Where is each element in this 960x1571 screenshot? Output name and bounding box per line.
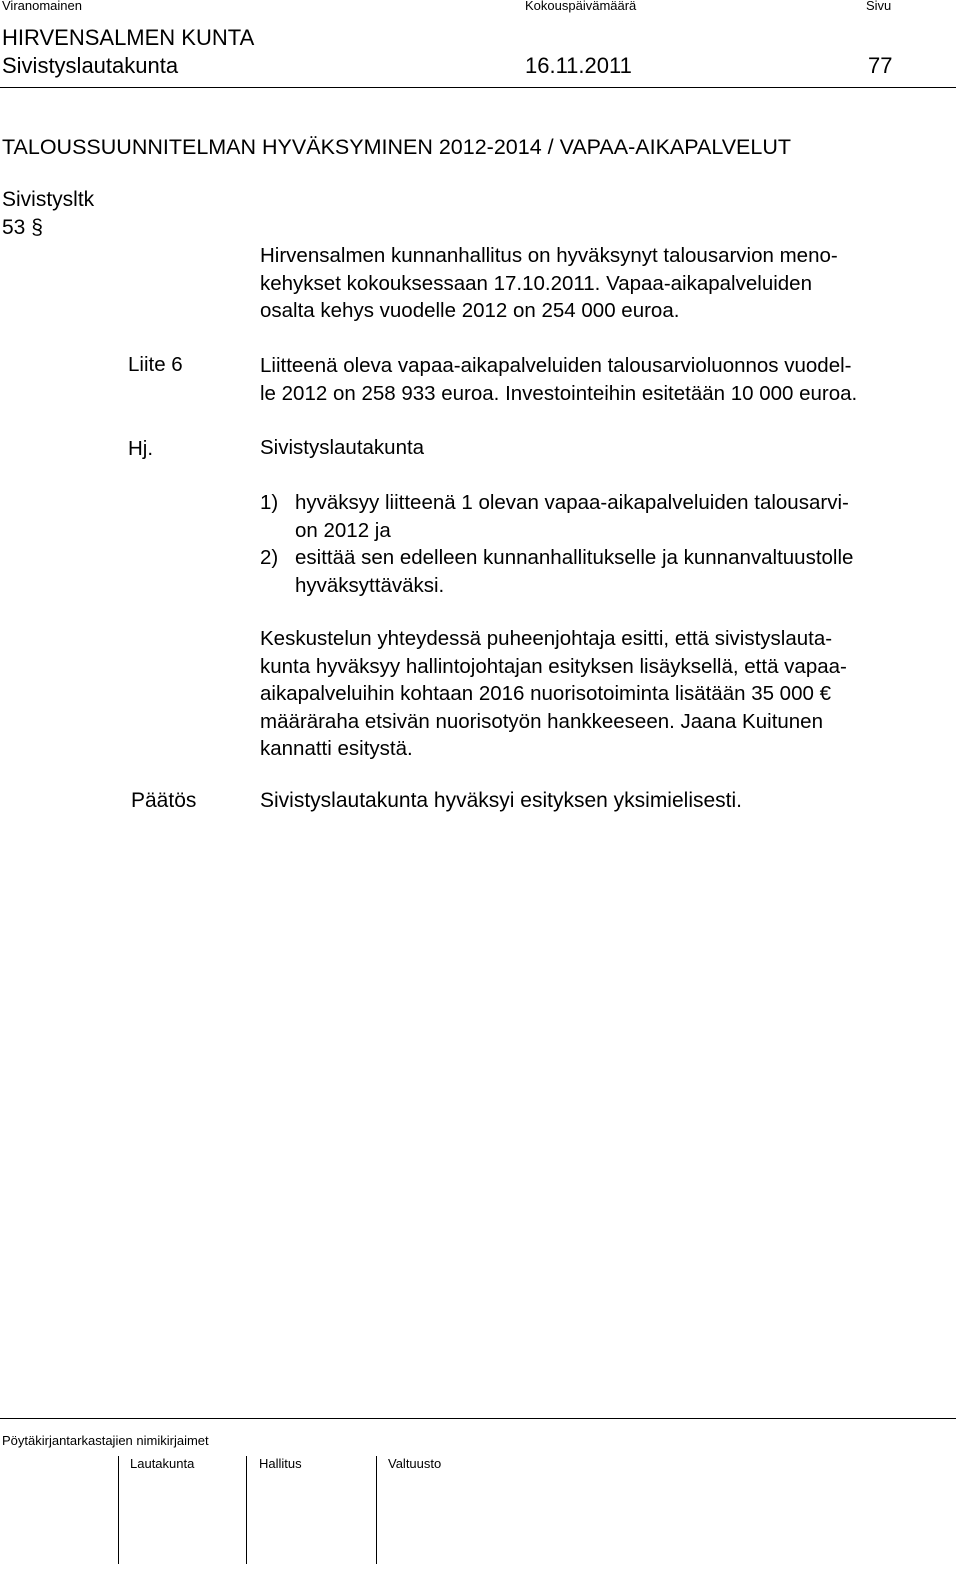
text-line: Liitteenä oleva vapaa-aikapalveluiden talousarvioluonnos vuodel-	[260, 354, 852, 377]
attachment-paragraph	[260, 352, 857, 407]
decision-label: Päätös	[131, 789, 197, 812]
footer-government-label: Hallitus	[259, 1456, 302, 1471]
municipality-name: HIRVENSALMEN KUNTA	[2, 25, 255, 50]
text-line: hyväksyttäväksi.	[295, 573, 445, 597]
intro-paragraph	[260, 242, 838, 325]
list-item	[260, 489, 853, 544]
footer-council-label: Valtuusto	[388, 1456, 442, 1471]
header-divider	[0, 87, 956, 88]
footer-divider	[0, 1418, 956, 1419]
text-line: on 2012 ja	[295, 518, 391, 542]
proposal-label: Hj.	[128, 437, 154, 460]
committee-name: Sivistyslautakunta	[2, 53, 179, 78]
proposal-list	[260, 489, 853, 599]
proposer-name: Sivistyslautakunta	[260, 436, 425, 459]
header-label-date: Kokouspäivämäärä	[525, 0, 637, 13]
text-line: määräraha etsivän nuorisotyön hankkeeseen. Jaana Kuitunen	[260, 709, 823, 733]
text-line: kunta hyväksyy hallintojohtajan esityksen lisäyksellä, että vapaa-	[260, 654, 847, 678]
discussion-paragraph	[260, 625, 847, 763]
page-number: 77	[868, 53, 893, 78]
text-line: aikapalveluihin kohtaan 2016 nuorisotoiminta lisätään 35 000 €	[260, 682, 831, 705]
decision-text: Sivistyslautakunta hyväksyi esityksen yksimielisesti.	[260, 789, 742, 812]
attachment-label: Liite 6	[128, 353, 183, 376]
header-label-authority: Viranomainen	[2, 0, 82, 13]
text-line: hyväksyy liitteenä 1 olevan vapaa-aikapalveluiden talousarvi-	[295, 491, 849, 514]
item-title: TALOUSSUUNNITELMAN HYVÄKSYMINEN 2012-2014 / VAPAA-AIKAPALVELUT	[2, 135, 791, 159]
list-number: 2)	[260, 546, 279, 569]
footer-initials-label: Pöytäkirjantarkastajien nimikirjaimet	[2, 1433, 209, 1448]
text-line: kannatti esitystä.	[260, 737, 413, 760]
footer-column-rule	[376, 1456, 377, 1564]
text-line: kehykset kokouksessaan 17.10.2011. Vapaa-aikapalveluiden	[260, 271, 812, 295]
item-body-ref: Sivistysltk	[2, 188, 95, 211]
text-line: esittää sen edelleen kunnanhallitukselle ja kunnanvaltuustolle	[295, 546, 854, 569]
text-line: osalta kehys vuodelle 2012 on 254 000 euroa.	[260, 299, 680, 322]
text-line: Hirvensalmen kunnanhallitus on hyväksynyt talousarvion meno-	[260, 244, 838, 267]
footer-column-rule	[118, 1456, 119, 1564]
footer-board-label: Lautakunta	[130, 1456, 195, 1471]
list-item	[260, 544, 853, 599]
item-section-number: 53 §	[2, 216, 43, 239]
meeting-date: 16.11.2011	[525, 53, 632, 78]
text-line: le 2012 on 258 933 euroa. Investointeihin esitetään 10 000 euroa.	[260, 381, 858, 405]
footer-column-rule	[246, 1456, 247, 1564]
header-label-page: Sivu	[866, 0, 892, 13]
text-line: Keskustelun yhteydessä puheenjohtaja esitti, että sivistyslauta-	[260, 627, 833, 650]
list-number: 1)	[260, 491, 279, 514]
